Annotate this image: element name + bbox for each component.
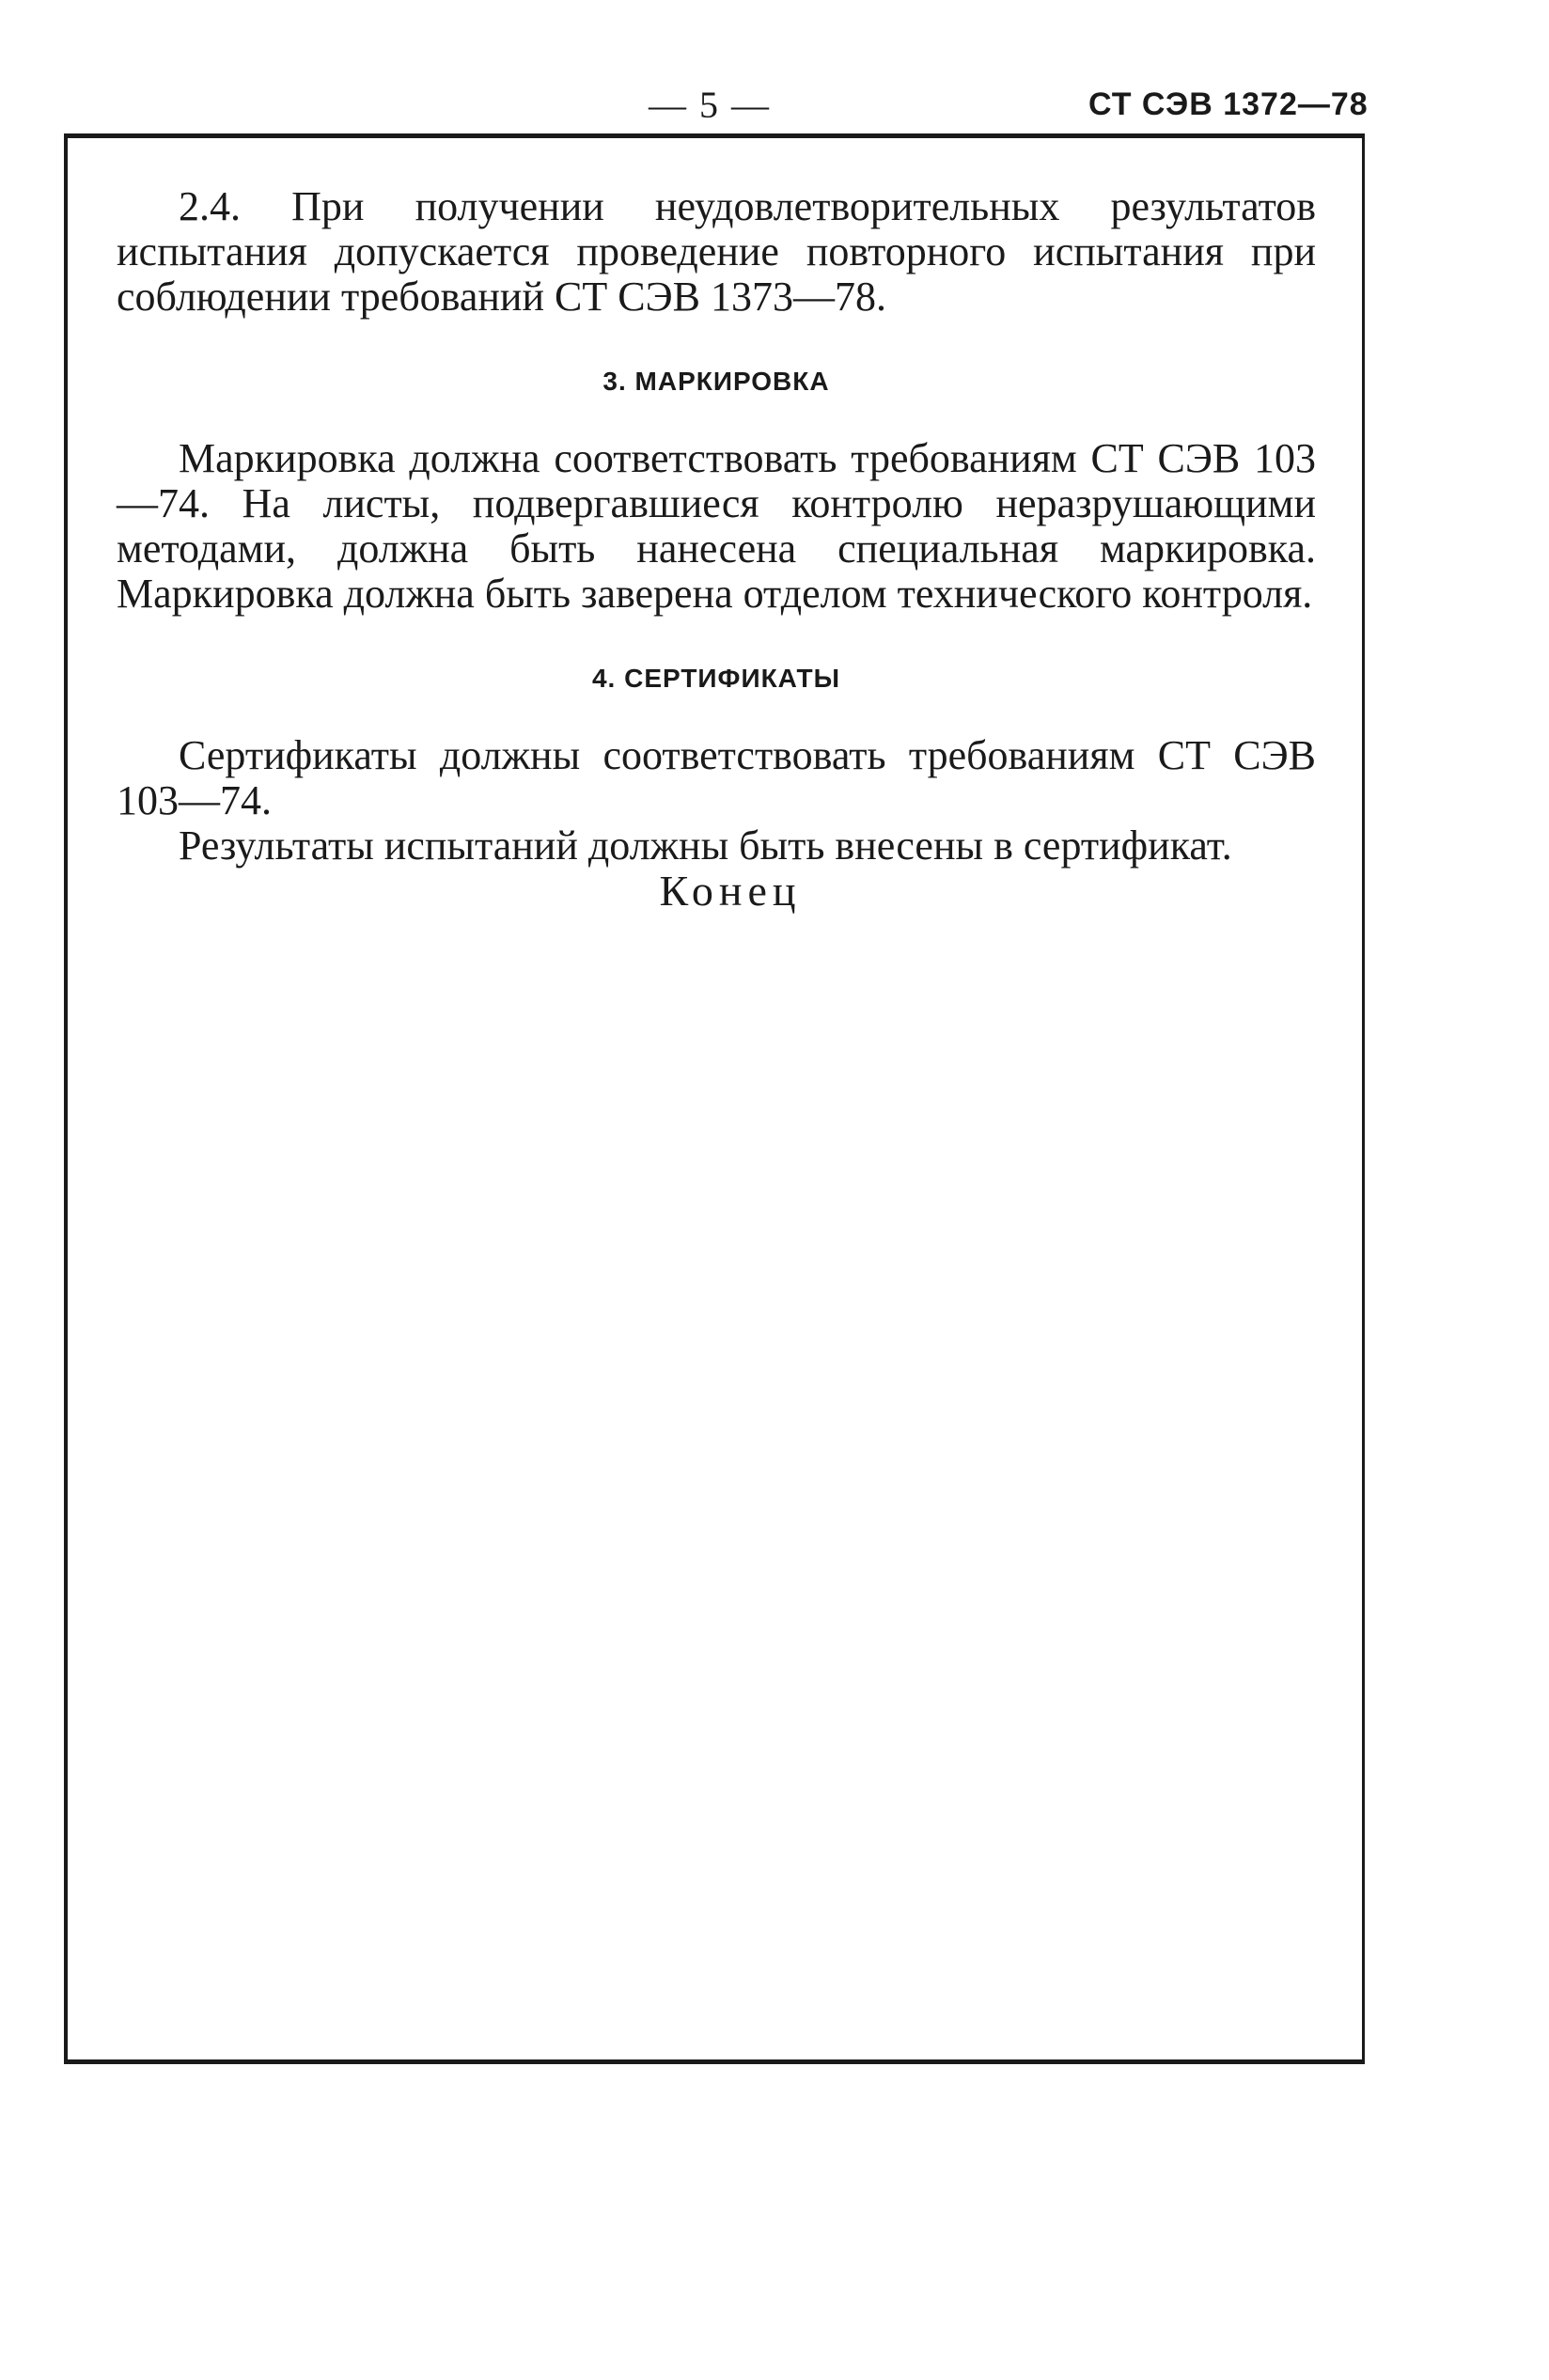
- end-marker: Конец: [659, 867, 802, 915]
- section-3-text: Маркировка должна соответствовать требованиям СТ СЭВ 103—74. На листы, подвергавшиеся контролю неразрушающими методами, должна быть нанесена специальная маркировка. Маркировка должна быть заверена отделом технического контроля.: [117, 435, 1316, 617]
- page-number: — 5 —: [649, 84, 771, 126]
- section-4-text-1: Сертификаты должны соответствовать требованиям СТ СЭВ 103—74.: [117, 732, 1316, 823]
- section-3-heading: 3. МАРКИРОВКА: [602, 367, 830, 396]
- paragraph-2-4: 2.4. При получении неудовлетворительных результатов испытания допускается проведение повторного испытания при соблюдении требований СТ СЭВ 1373—78.: [117, 183, 1316, 320]
- section-4-heading: 4. СЕРТИФИКАТЫ: [591, 664, 841, 693]
- document-code: СТ СЭВ 1372—78: [1088, 86, 1369, 122]
- page-content: [117, 184, 1316, 914]
- section-4-text-2: Результаты испытаний должны быть внесены в сертификат.: [179, 822, 1232, 869]
